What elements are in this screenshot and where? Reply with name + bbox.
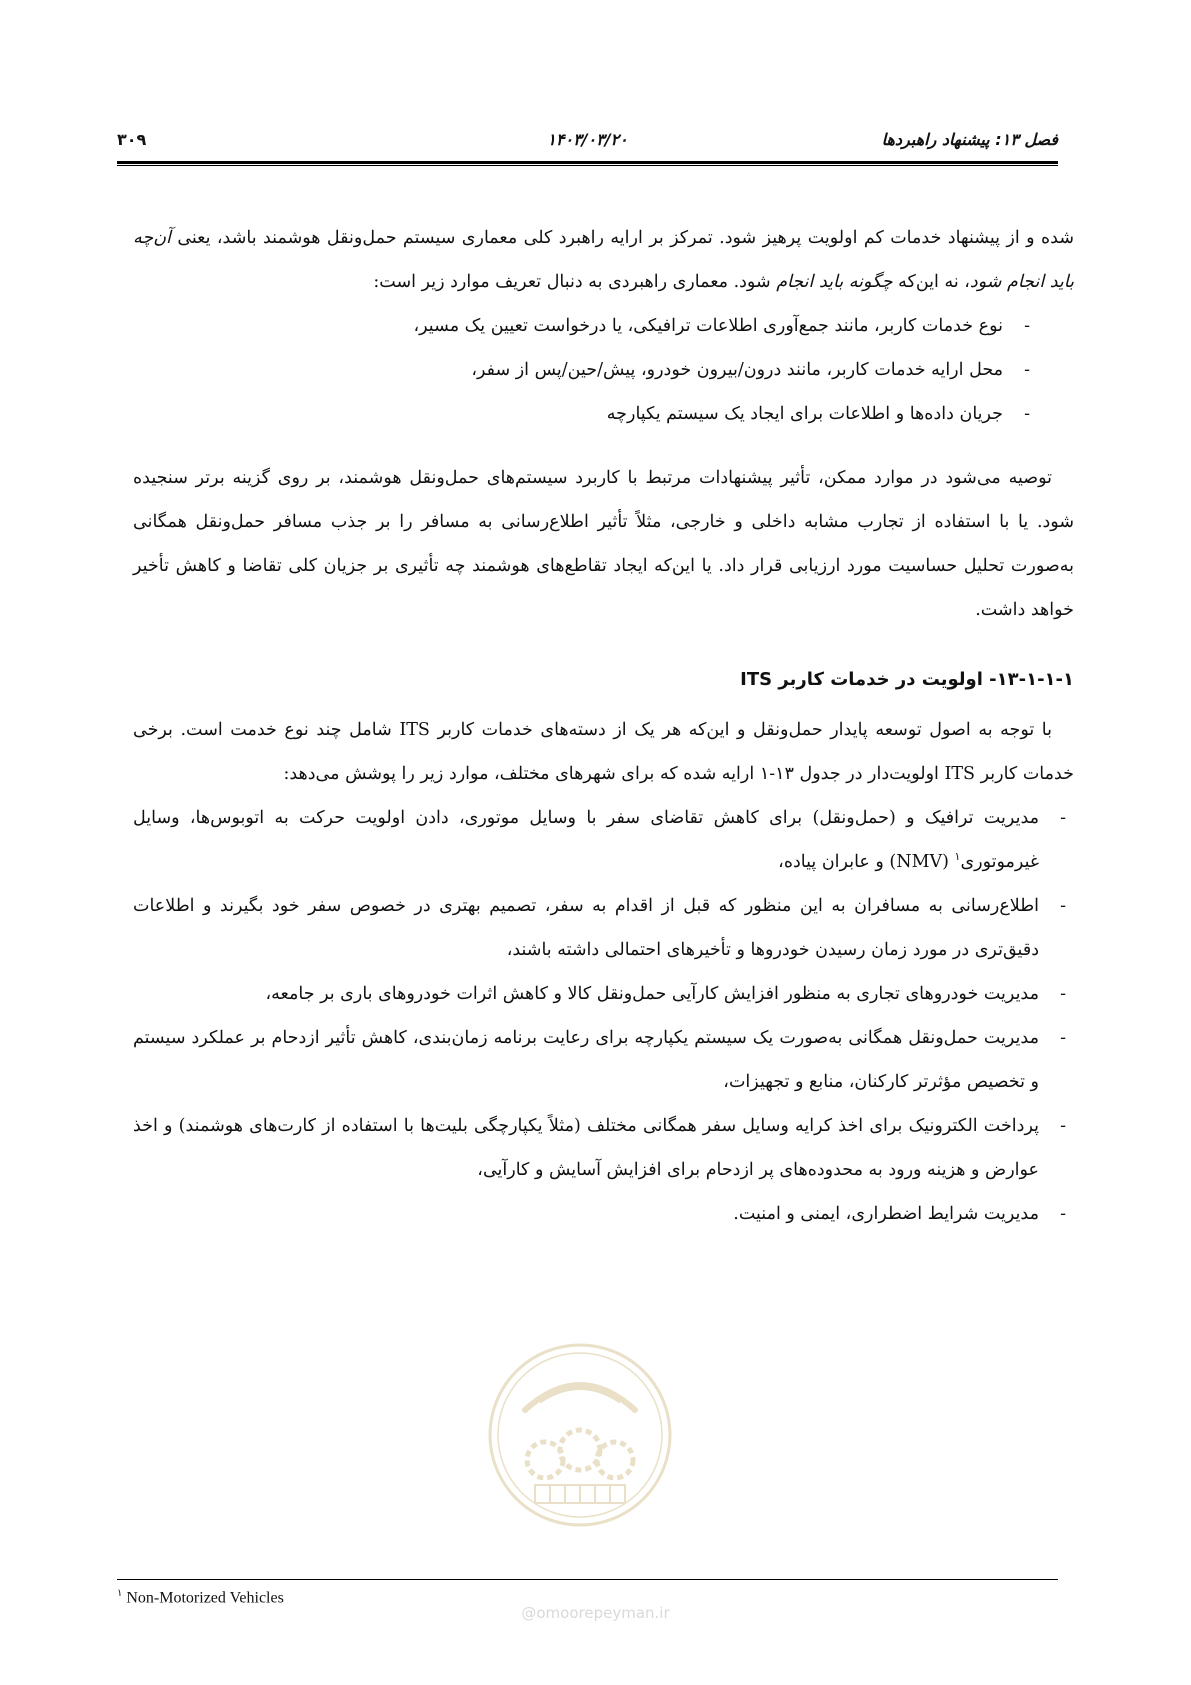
page-number: ۳۰۹ — [117, 130, 147, 149]
footnote-mark: ۱ — [117, 1588, 123, 1599]
list-item: - اطلاع‌رسانی به مسافران به این منظور که قبل از اقدام به سفر، تصمیم بهتری در خصوص سفر خود بگیرند و اطلاعات دقیق‌تری در مورد زمان رسیدن خودروها و تأخیرهای احتمالی داشته باشند، — [133, 884, 1074, 972]
intro-line-1: شده و از پیشنهاد خدمات کم اولویت پرهیز شود. تمرکز بر ارایه راهبرد کلی معماری سیستم حمل‌ونقل هوشمند باشد، — [216, 228, 1074, 248]
page-header — [117, 126, 1058, 156]
chapter-title: فصل ۱۳: پیشنهاد راهبردها — [881, 130, 1058, 149]
emphasis-what: آن‌چه باید انجام شود — [133, 228, 1074, 292]
list-item-text: مدیریت ترافیک و (حمل‌ونقل) برای کاهش تقاضای سفر با وسایل موتوری، دادن اولویت حرکت به اتوبوس‌ها، وسایل غیرموتوری — [133, 808, 1039, 872]
intro-text: ، نه این‌که — [892, 272, 970, 292]
header-date: ۱۴۰۳/۰۳/۲۰ — [547, 130, 628, 149]
intro-text: شود. معماری راهبردی به دنبال تعریف موارد زیر است: — [373, 272, 777, 292]
its-services-list — [133, 796, 1074, 1236]
watermark-logo — [485, 1340, 675, 1530]
footnote — [117, 1588, 284, 1607]
watermark-seal-icon — [485, 1340, 675, 1530]
section-heading: ۱۳-۱-۱-۱- اولویت در خدمات کاربر ITS — [740, 669, 1074, 690]
list-item: - مدیریت شرایط اضطراری، ایمنی و امنیت. — [133, 1192, 1074, 1236]
section-intro-paragraph: با توجه به اصول توسعه پایدار حمل‌ونقل و این‌که هر یک از دسته‌های خدمات کاربر ITS شامل چند نوع خدمت است. برخی خدمات کاربر ITS اولویت‌دار در جدول ۱۳-۱ ارایه شده که برای شهرهای مختلف، موارد زیر را پوشش می‌دهد: — [133, 720, 1074, 784]
footnote-rule — [117, 1579, 1058, 1580]
footnote-text: Non-Motorized Vehicles — [126, 1589, 284, 1607]
architecture-list — [133, 304, 1074, 436]
emphasis-how: چگونه باید انجام — [776, 272, 893, 292]
list-item — [133, 796, 1074, 884]
list-item: - نوع خدمات کاربر، مانند جمع‌آوری اطلاعات ترافیکی، یا درخواست تعیین یک مسیر، — [133, 304, 1038, 348]
footnote-reference[interactable]: ۱ — [954, 850, 961, 864]
intro-text: یعنی — [170, 228, 211, 248]
body-text — [133, 216, 1074, 1236]
header-rule — [117, 161, 1058, 166]
list-item: - جریان داده‌ها و اطلاعات برای ایجاد یک سیستم یکپارچه — [133, 392, 1038, 436]
list-item: - مدیریت خودروهای تجاری به منظور افزایش کارآیی حمل‌ونقل کالا و کاهش اثرات خودروهای باری بر جامعه، — [133, 972, 1074, 1016]
list-item: - محل ارایه خدمات کاربر، مانند درون/بیرون خودرو، پیش/حین/پس از سفر، — [133, 348, 1038, 392]
watermark-url: @omoorepeyman.ir — [521, 1604, 670, 1622]
list-item: - پرداخت الکترونیک برای اخذ کرایه وسایل سفر همگانی مختلف (مثلاً یکپارچگی بلیت‌ها با استفاده از کارت‌های هوشمند) و اخذ عوارض و هزینه ورود به محدوده‌های پر ازدحام برای افزایش آسایش و کارآیی، — [133, 1104, 1074, 1192]
recommendation-paragraph: توصیه می‌شود در موارد ممکن، تأثیر پیشنهادات مرتبط با کاربرد سیستم‌های حمل‌ونقل هوشمند، بر روی گزینه برتر سنجیده شود. یا با استفاده از تجارب مشابه داخلی و خارجی، مثلاً تأثیر اطلاع‌رسانی به مسافر را بر جذب مسافر حمل‌ونقل همگانی به‌صورت تحلیل حساسیت مورد ارزیابی قرار داد. یا این‌که ایجاد تقاطع‌های هوشمند چه تأثیری بر جزیان کلی تقاضا و کاهش تأخیر خواهد داشت. — [133, 468, 1074, 620]
list-item-text: (NMV) و عابران پیاده، — [778, 852, 955, 872]
list-item: - مدیریت حمل‌ونقل همگانی به‌صورت یک سیستم یکپارچه برای رعایت برنامه زمان‌بندی، کاهش تأثیر ازدحام بر عملکرد سیستم و تخصیص مؤثرتر کارکنان، منابع و تجهیزات، — [133, 1016, 1074, 1104]
intro-paragraph — [133, 216, 1074, 304]
